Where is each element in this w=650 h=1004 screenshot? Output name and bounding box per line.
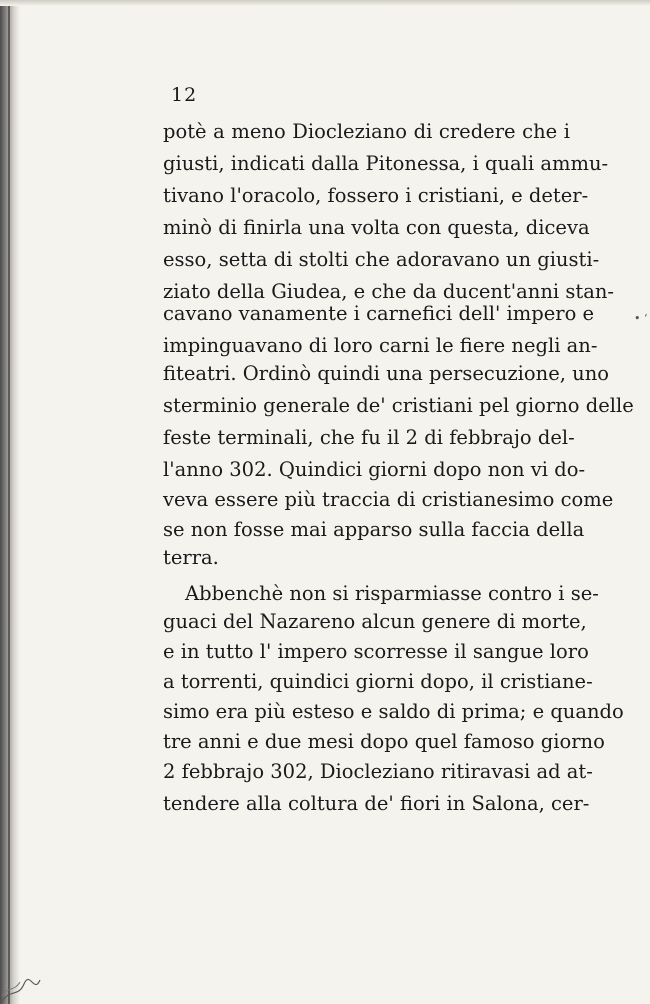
- text-line: impinguavano di loro carni le fiere negli an-: [163, 334, 598, 357]
- page-corner-scribble: [0, 958, 60, 1004]
- text-line: fiteatri. Ordinò quindi una persecuzione, uno: [163, 362, 609, 385]
- spine-edge: [8, 0, 10, 1004]
- text-line: simo era più esteso e saldo di prima; e quando: [163, 700, 624, 723]
- text-line: Abbenchè non si risparmiasse contro i se-: [185, 582, 599, 605]
- top-edge-shadow: [0, 0, 650, 6]
- book-spine: [0, 0, 20, 1004]
- margin-mark: • ʻ: [634, 312, 648, 325]
- text-line: tivano l'oracolo, fossero i cristiani, e deter-: [163, 184, 589, 207]
- text-line: esso, setta di stolti che adoravano un giusti-: [163, 248, 600, 271]
- text-line: feste terminali, che fu il 2 di febbrajo del-: [163, 426, 575, 449]
- text-line: ziato della Giudea, e che da ducent'anni stan-: [163, 280, 614, 303]
- text-line: giusti, indicati dalla Pitonessa, i quali ammu-: [163, 152, 609, 175]
- text-line: veva essere più traccia di cristianesimo come: [163, 488, 614, 511]
- text-line: tendere alla coltura de' fiori in Salona, cer-: [163, 792, 590, 815]
- text-line: tre anni e due mesi dopo quel famoso giorno: [163, 730, 605, 753]
- text-line: l'anno 302. Quindici giorni dopo non vi do-: [163, 458, 586, 481]
- text-line: se non fosse mai apparso sulla faccia della: [163, 518, 585, 541]
- text-line: sterminio generale de' cristiani pel giorno delle: [163, 394, 634, 417]
- text-line: e in tutto l' impero scorresse il sangue loro: [163, 640, 589, 663]
- text-line: a torrenti, quindici giorni dopo, il cristiane-: [163, 670, 593, 693]
- text-line: potè a meno Diocleziano di credere che i: [163, 120, 570, 143]
- text-line: 2 febbrajo 302, Diocleziano ritiravasi ad at-: [163, 760, 593, 783]
- text-line: guaci del Nazareno alcun genere di morte,: [163, 610, 587, 633]
- page-number: 12: [171, 84, 198, 106]
- text-line: minò di finirla una volta con questa, diceva: [163, 216, 590, 239]
- text-line: terra.: [163, 546, 219, 569]
- text-line: cavano vanamente i carnefici dell' impero e: [163, 302, 595, 325]
